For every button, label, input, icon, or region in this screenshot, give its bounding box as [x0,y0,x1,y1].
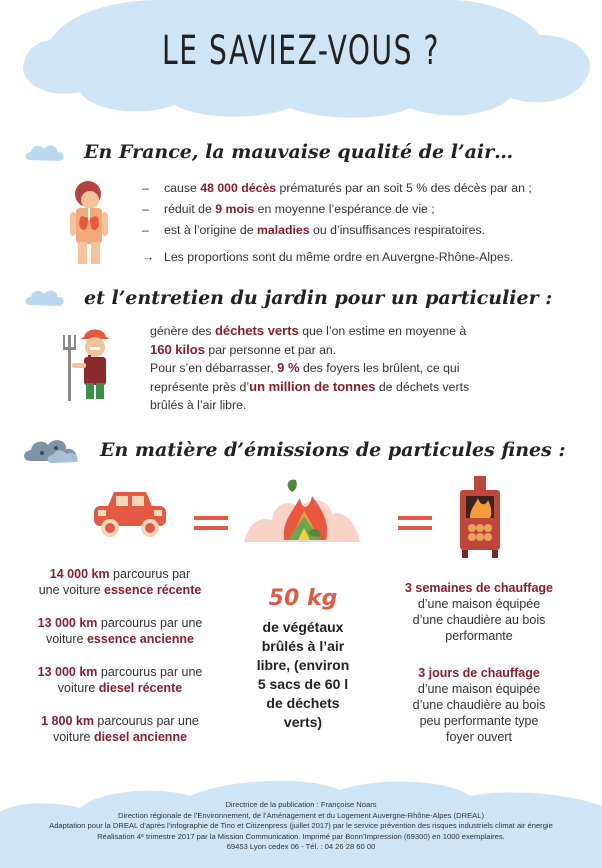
page-title: LE SAVIEZ-VOUS ? [162,28,440,74]
stat-text: parcourus par une [97,616,203,630]
regional-note [142,250,513,264]
bullet-highlight: 48 000 décès [200,181,277,195]
stat-text: voiture [45,632,87,646]
bullet-dash: – [142,181,149,195]
garden-line-1 [150,322,570,341]
center-line: 5 sacs de 60 l [257,676,349,692]
bullet-text: en moyenne l’espérance de vie ; [254,202,435,216]
footer-line: Directrice de la publication : Françoise Noars [225,800,377,809]
note-text: Les proportions sont du même ordre en Auvergne-Rhône-Alpes. [164,250,514,264]
highlight: un million de tonnes [249,378,376,394]
bullet-text: prématurés par an soit 5 % des décès par an ; [276,181,532,195]
section3-title: En matière d’émissions de particules fines : [100,439,566,461]
equals-sign [194,526,228,530]
stat-text: voiture [52,730,94,744]
center-line: libre, (environ [256,657,350,673]
footer-line: Direction régionale de l’Environnement, de l’Aménagement et du Logement Auvergne-Rhône-Alpes (DREAL) [118,810,484,820]
stat-diesel-recente [12,664,228,696]
bullet-highlight: 9 mois [215,202,255,216]
stat-text: parcourus par une [97,665,203,679]
equals-sign [194,516,228,520]
cloud-icon [24,142,66,164]
stat-text: d’une chaudière au bois [412,698,546,712]
bullet-highlight: maladies [256,223,310,237]
center-line: verts) [283,714,323,730]
bullet-deces [142,181,532,195]
text: génère des [150,324,215,338]
wood-stove-icon [456,476,504,558]
stat-chauffage-foyer-ouvert [384,665,574,745]
stat-essence-recente [20,566,220,598]
cloud-icon [24,287,66,309]
stat-text: foyer ouvert [445,730,512,744]
gardener-icon [60,325,118,405]
arrow-icon: → [142,250,155,264]
person-lungs-icon [66,178,114,268]
section1-title: En France, la mauvaise qualité de l’air… [84,141,514,163]
footer-line: 69453 Lyon cedex 06 - Tél. : 04 26 28 60 00 [226,842,376,852]
footer-line: Adaptation pour la DREAL d’après l’infographie de Tino et Citizenpress (juillet 2017) par le service prévention des risques industriels climat air énergie [49,821,553,831]
garden-line-2 [150,341,570,360]
stat-highlight: essence ancienne [86,632,194,646]
stat-chauffage-performante [384,580,574,644]
center-description [238,618,368,732]
equals-sign [398,526,432,530]
bullet-maladies [142,223,485,237]
stat-text: d’une maison équipée [417,682,541,696]
footer-credits [0,800,602,853]
text: représente près d’ [150,379,250,394]
text: de déchets verts [375,379,470,394]
stat-highlight: diesel ancienne [93,730,188,744]
bullet-text: est à l’origine de [164,223,257,237]
stat-diesel-ancienne [12,713,228,745]
center-kg-value: 50 kg [268,586,338,611]
garden-paragraph [150,322,570,415]
bullet-esperance [142,202,435,216]
bullet-dash: – [142,223,149,237]
center-line: de végétaux [262,619,344,635]
bullet-text: réduit de [164,202,216,216]
burning-pile-icon [244,476,360,548]
stat-highlight: 3 jours de chauffage [418,666,540,680]
garden-line-3 [150,359,570,378]
text: que l’on estime en moyenne à [298,324,467,338]
stat-text: d’une chaudière au bois [412,613,546,627]
stat-text: peu performante type [419,714,539,728]
section2-title: et l’entretien du jardin pour un particulier : [84,287,553,309]
stat-value: 1 800 km [41,714,94,728]
bullet-dash: – [142,202,149,216]
center-line: de déchets [266,695,340,711]
bullet-text: cause [164,181,201,195]
stat-text: performante [445,629,513,643]
equals-sign [398,516,432,520]
stat-text: une voiture [38,583,105,597]
garden-line-5: brûlés à l’air libre. [150,398,247,412]
stat-highlight: diesel récente [98,681,183,695]
stat-value: 13 000 km [37,616,98,630]
stat-text: d’une maison équipée [417,597,541,611]
stat-text: parcourus par [109,567,191,581]
bullet-text: ou d’insuffisances respiratoires. [309,223,486,237]
garden-line-4 [150,378,570,397]
stat-highlight: essence récente [104,583,202,597]
car-icon [92,488,168,538]
text: Pour s’en débarrasser, [150,361,278,375]
stat-text: parcourus par une [93,714,199,728]
stat-value: 14 000 km [49,567,110,581]
stat-value: 13 000 km [37,665,98,679]
highlight: 160 kilos [150,341,205,357]
smog-cloud-icon [22,435,88,465]
highlight: déchets verts [214,323,299,338]
highlight: 9 % [277,360,300,375]
footer-line: Réalisation 4ᵉ trimestre 2017 par la Mission Communication. Imprimé par Bonn’Impression (69300) en 1000 exemplaires. [97,831,505,841]
text: par personne et par an. [204,342,337,357]
stat-text: voiture [57,681,99,695]
text: des foyers les brûlent, ce qui [299,361,460,375]
stat-highlight: 3 semaines de chauffage [405,581,553,595]
stat-essence-ancienne [12,615,228,647]
center-line: brûlés à l’air [261,638,345,654]
